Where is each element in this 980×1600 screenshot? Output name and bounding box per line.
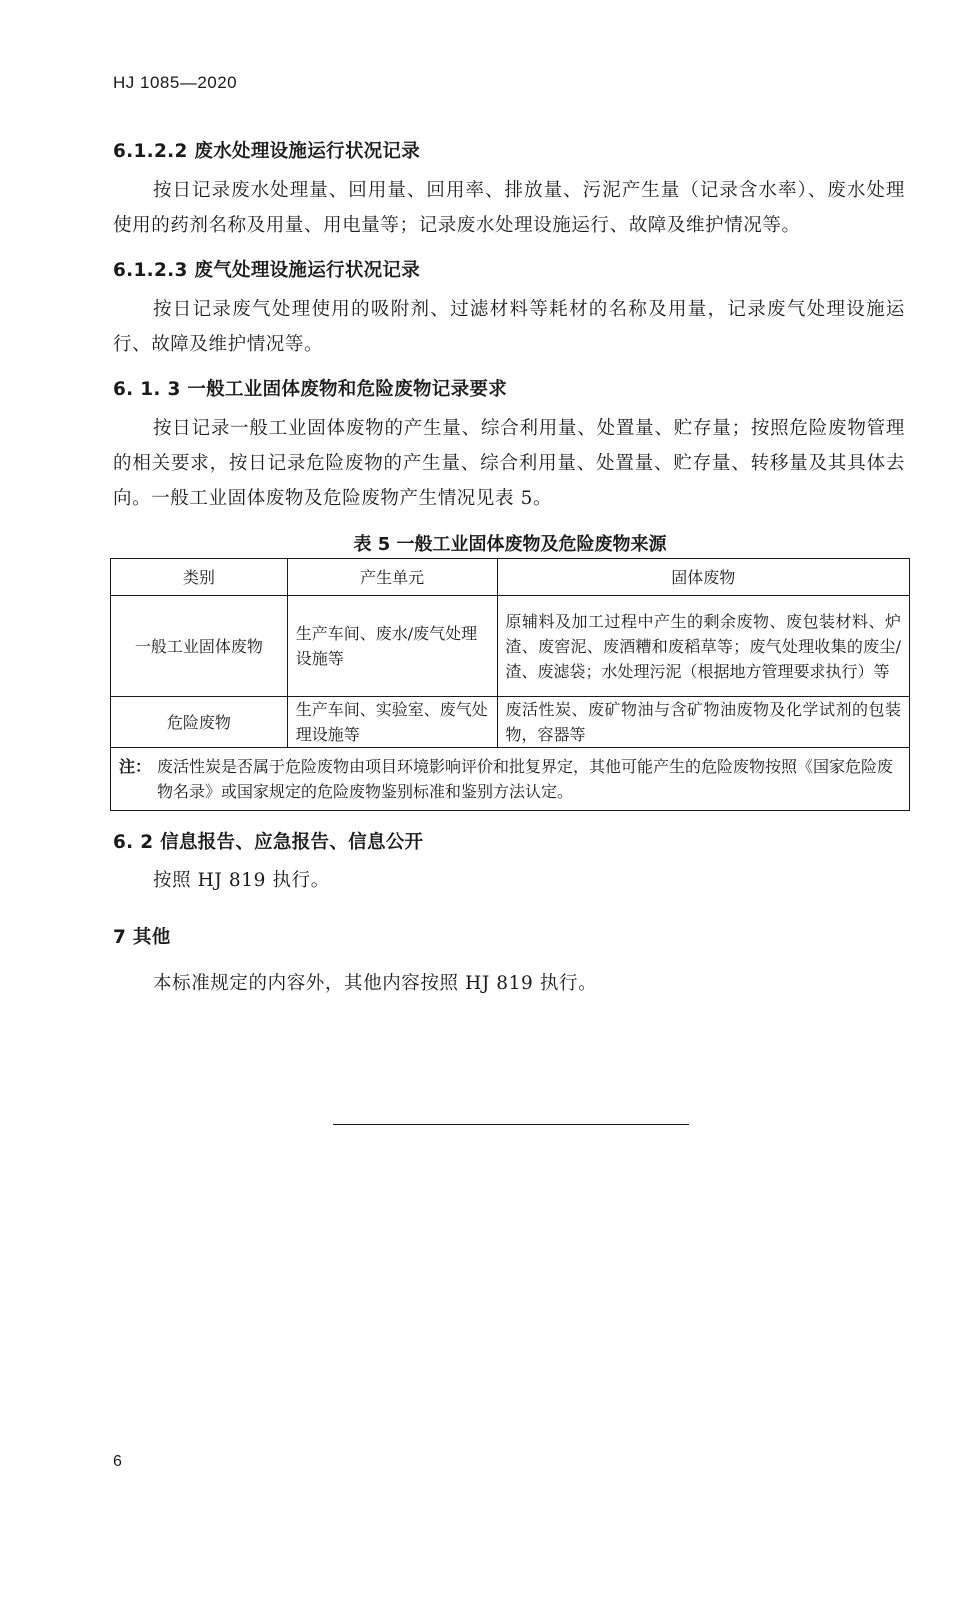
table-note-row: [111, 748, 910, 811]
cell-unit: 生产车间、实验室、废气处理设施等: [287, 697, 497, 748]
document-code: HJ 1085—2020: [113, 73, 238, 92]
section-heading-6-1-2-3: 6.1.2.3 废气处理设施运行状况记录: [113, 260, 421, 281]
table-header-row: [111, 559, 910, 596]
table-caption: 表 5 一般工业固体废物及危险废物来源: [353, 534, 667, 555]
section-body-6-2: 按照 HJ 819 执行。: [153, 870, 330, 891]
section-body-7: 本标准规定的内容外，其他内容按照 HJ 819 执行。: [153, 973, 598, 994]
cell-unit: 生产车间、废水/废气处理设施等: [287, 596, 497, 697]
section-body-6-1-2-2: 按日记录废水处理量、回用量、回用率、排放量、污泥产生量（记录含水率）、废水处理使用的药剂名称及用量、用电量等；记录废水处理设施运行、故障及维护情况等。: [113, 180, 905, 236]
cell-category: 危险废物: [111, 697, 288, 748]
page-number: 6: [113, 1453, 122, 1470]
note-text: 废活性炭是否属于危险废物由项目环境影响评价和批复界定，其他可能产生的危险废物按照《国家危险废物名录》或国家规定的危险废物鉴别标准和鉴别方法认定。: [157, 757, 894, 801]
column-header-unit: 产生单元: [287, 559, 497, 596]
column-header-waste: 固体废物: [497, 559, 909, 596]
table-row: [111, 697, 910, 748]
cell-category: 一般工业固体废物: [111, 596, 288, 697]
cell-waste: 废活性炭、废矿物油与含矿物油废物及化学试剂的包装物，容器等: [497, 697, 909, 748]
section-body-6-1-2-3: 按日记录废气处理使用的吸附剂、过滤材料等耗材的名称及用量，记录废气处理设施运行、故障及维护情况等。: [113, 299, 905, 355]
column-header-category: 类别: [111, 559, 288, 596]
table-note-cell: [111, 748, 910, 811]
section-heading-7: 7 其他: [113, 927, 171, 948]
note-label: 注：: [119, 757, 152, 776]
section-heading-6-1-3: 6. 1. 3 一般工业固体废物和危险废物记录要求: [113, 379, 507, 400]
waste-source-table: [110, 558, 910, 811]
section-heading-6-2: 6. 2 信息报告、应急报告、信息公开: [113, 832, 424, 853]
section-heading-6-1-2-2: 6.1.2.2 废水处理设施运行状况记录: [113, 141, 421, 162]
cell-waste: 原辅料及加工过程中产生的剩余废物、废包装材料、炉渣、废窖泥、废酒糟和废稻草等；废气处理收集的废尘/渣、废滤袋；水处理污泥（根据地方管理要求执行）等: [497, 596, 909, 697]
end-rule: [333, 1124, 689, 1125]
table-row: [111, 596, 910, 697]
section-body-6-1-3: 按日记录一般工业固体废物的产生量、综合利用量、处置量、贮存量；按照危险废物管理的相关要求，按日记录危险废物的产生量、综合利用量、处置量、贮存量、转移量及其具体去向。一般工业固体废物及危险废物产生情况见表 5。: [113, 418, 905, 509]
